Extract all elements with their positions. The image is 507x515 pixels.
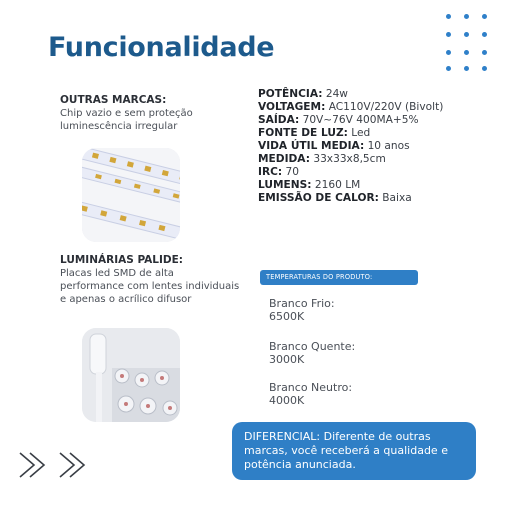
spec-medida: MEDIDA: 33x33x8,5cm — [258, 153, 386, 165]
spec-potencia: POTÊNCIA: 24w — [258, 88, 348, 100]
palide-section — [60, 254, 240, 306]
temp-kelvin: 4000K — [269, 394, 305, 407]
double-chevron-right-icon — [16, 450, 86, 480]
spec-vida-util: VIDA ÚTIL MEDIA: 10 anos — [258, 140, 410, 152]
temp-kelvin: 3000K — [269, 353, 305, 366]
outras-marcas-section — [60, 94, 240, 133]
palide-title: LUMINÁRIAS PALIDE: — [60, 254, 183, 266]
temp-branco-neutro — [269, 381, 352, 407]
spec-fonte-de-luz: FONTE DE LUZ: Led — [258, 127, 371, 139]
outras-marcas-photo — [82, 148, 180, 242]
palide-text: Placas led SMD de alta performance com lentes individuais e apenas o acrílico difusor — [60, 268, 240, 305]
spec-lumens: LUMENS: 2160 LM — [258, 179, 361, 191]
outras-marcas-title: OUTRAS MARCAS: — [60, 94, 167, 106]
spec-emissao-de-calor: EMISSÃO DE CALOR: Baixa — [258, 192, 412, 204]
spec-list — [258, 88, 498, 205]
temp-kelvin: 6500K — [269, 310, 305, 323]
led-strip-image — [82, 148, 180, 242]
outras-marcas-text: Chip vazio e sem proteção luminescência irregular — [60, 108, 193, 132]
spec-irc: IRC: 70 — [258, 166, 299, 178]
temp-branco-quente — [269, 340, 355, 366]
temp-name: Branco Quente: — [269, 340, 356, 353]
temperatures-header: TEMPERATURAS DO PRODUTO: — [260, 270, 418, 285]
led-lens-image — [82, 328, 180, 422]
dot-grid-icon — [442, 10, 490, 72]
palide-photo — [82, 328, 180, 422]
page-title: Funcionalidade — [48, 32, 275, 63]
temp-name: Branco Frio: — [269, 297, 335, 310]
diferencial-box: DIFERENCIAL: Diferente de outras marcas, você receberá a qualidade e potência anunciada. — [232, 422, 476, 480]
spec-saida: SAÍDA: 70V~76V 400MA+5% — [258, 114, 419, 126]
spec-voltagem: VOLTAGEM: AC110V/220V (Bivolt) — [258, 101, 444, 113]
temp-name: Branco Neutro: — [269, 381, 353, 394]
temp-branco-frio — [269, 297, 335, 323]
